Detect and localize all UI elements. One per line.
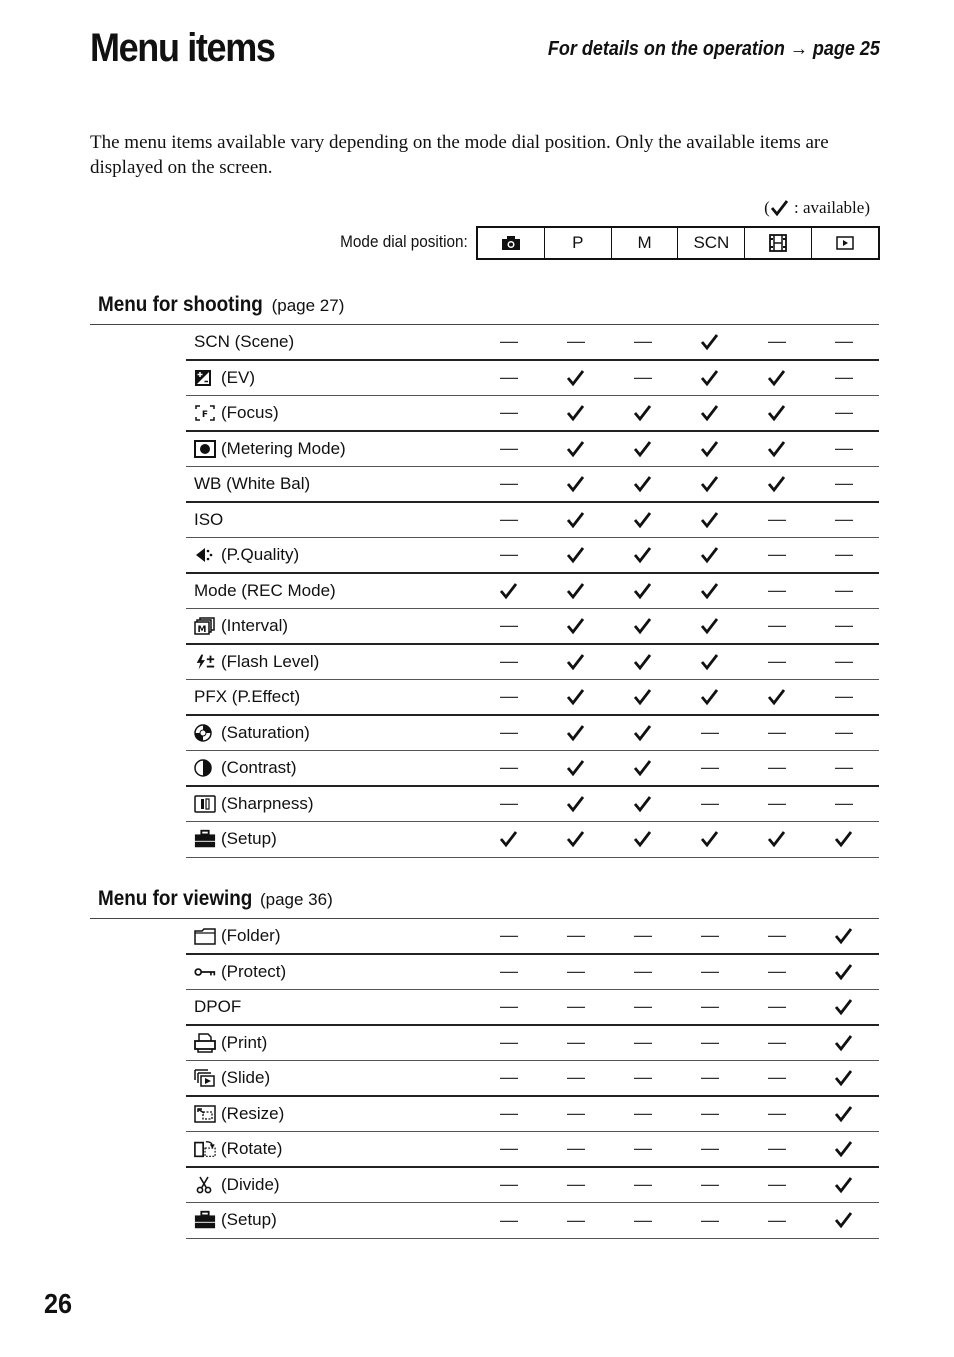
menu-row <box>186 1061 879 1097</box>
not-available-dash: — <box>701 1138 719 1159</box>
not-available-dash: — <box>634 1174 652 1195</box>
viewing-menu-heading <box>98 887 333 911</box>
not-available-dash: — <box>835 402 853 423</box>
not-available-dash: — <box>768 996 786 1017</box>
menu-row <box>186 645 879 681</box>
check-icon <box>623 609 663 643</box>
check-icon <box>556 396 596 430</box>
check-icon <box>556 503 596 538</box>
menu-item-text: ISO <box>194 509 224 529</box>
menu-row <box>186 432 879 468</box>
menu-item-label <box>194 396 279 430</box>
not-available-dash: — <box>701 925 719 946</box>
not-available-dash: — <box>500 793 518 814</box>
menu-item-label <box>194 787 314 822</box>
menu-item-label <box>194 751 297 785</box>
menu-item-text: (Interval) <box>221 615 289 635</box>
menu-item-text: (Setup) <box>221 829 277 849</box>
check-icon <box>623 716 663 751</box>
not-available-dash: — <box>835 757 853 778</box>
menu-item-text: WB (White Bal) <box>194 473 311 493</box>
not-available-dash: — <box>768 1103 786 1124</box>
menu-row <box>186 1026 879 1062</box>
check-icon <box>690 609 730 643</box>
menu-item-label <box>194 955 286 990</box>
not-available-dash: — <box>768 615 786 636</box>
not-available-dash: — <box>835 544 853 565</box>
check-icon <box>623 432 663 467</box>
menu-item-text: (Rotate) <box>221 1138 283 1158</box>
contrast-icon <box>194 758 216 778</box>
menu-item-label <box>194 645 319 680</box>
not-available-dash: — <box>768 331 786 352</box>
not-available-dash: — <box>768 961 786 982</box>
check-icon <box>757 432 797 467</box>
menu-item-label <box>194 680 300 714</box>
not-available-dash: — <box>768 544 786 565</box>
menu-item-text: (Resize) <box>221 1103 285 1123</box>
menu-item-text: (Metering Mode) <box>221 438 346 458</box>
not-available-dash: — <box>500 1067 518 1088</box>
menu-row <box>186 822 879 858</box>
not-available-dash: — <box>768 651 786 672</box>
check-icon <box>824 1061 864 1095</box>
not-available-dash: — <box>768 509 786 530</box>
menu-item-text: DPOF <box>194 996 242 1016</box>
not-available-dash: — <box>701 722 719 743</box>
protect-icon <box>194 962 216 982</box>
menu-row <box>186 1203 879 1239</box>
not-available-dash: — <box>701 1032 719 1053</box>
check-icon <box>556 680 596 714</box>
menu-item-text: (Saturation) <box>221 722 310 742</box>
not-available-dash: — <box>500 1103 518 1124</box>
mode-dial-label: Mode dial position: <box>340 232 468 251</box>
check-icon <box>757 680 797 714</box>
print-icon <box>194 1033 216 1053</box>
check-icon <box>757 396 797 430</box>
not-available-dash: — <box>567 1174 585 1195</box>
menu-row <box>186 1132 879 1168</box>
menu-row <box>186 751 879 787</box>
not-available-dash: — <box>500 1032 518 1053</box>
menu-item-text: (Focus) <box>221 402 279 422</box>
metering-icon <box>194 439 216 459</box>
page-number: 26 <box>44 1288 73 1319</box>
camera-icon <box>478 228 544 258</box>
check-icon <box>623 751 663 785</box>
not-available-dash: — <box>500 367 518 388</box>
resize-icon <box>194 1104 216 1124</box>
check-icon <box>556 822 596 857</box>
viewing-menu-table <box>186 919 879 1239</box>
mode-m: M <box>611 228 678 258</box>
check-icon <box>824 1132 864 1166</box>
not-available-dash: — <box>835 580 853 601</box>
not-available-dash: — <box>835 367 853 388</box>
not-available-dash: — <box>701 1209 719 1230</box>
menu-row <box>186 467 879 503</box>
check-icon <box>556 538 596 572</box>
menu-item-text: (P.Quality) <box>221 544 300 564</box>
check-icon <box>690 680 730 714</box>
menu-row <box>186 1097 879 1133</box>
not-available-dash: — <box>835 438 853 459</box>
check-icon <box>824 990 864 1024</box>
interval-icon <box>194 616 216 636</box>
not-available-dash: — <box>500 1209 518 1230</box>
not-available-dash: — <box>768 793 786 814</box>
not-available-dash: — <box>701 757 719 778</box>
menu-item-label <box>194 609 288 643</box>
check-icon <box>556 787 596 822</box>
check-icon <box>757 361 797 396</box>
not-available-dash: — <box>768 1174 786 1195</box>
menu-row <box>186 361 879 397</box>
check-icon <box>757 467 797 501</box>
not-available-dash: — <box>500 757 518 778</box>
check-icon <box>556 609 596 643</box>
check-icon <box>623 467 663 501</box>
menu-item-label <box>194 432 346 467</box>
check-icon <box>690 396 730 430</box>
menu-item-label <box>194 503 223 538</box>
shooting-menu-title: Menu for shooting <box>98 293 263 316</box>
not-available-dash: — <box>768 580 786 601</box>
not-available-dash: — <box>701 1103 719 1124</box>
not-available-dash: — <box>835 651 853 672</box>
legend-text: : available) <box>794 198 870 217</box>
not-available-dash: — <box>835 722 853 743</box>
legend: ( : available) <box>764 198 870 217</box>
check-icon <box>690 325 730 359</box>
not-available-dash: — <box>500 925 518 946</box>
rotate-icon <box>194 1139 216 1159</box>
flash-level-icon <box>194 652 216 672</box>
menu-item-text: (Print) <box>221 1032 268 1052</box>
not-available-dash: — <box>500 331 518 352</box>
not-available-dash: — <box>500 996 518 1017</box>
check-icon <box>556 645 596 680</box>
menu-item-label <box>194 325 294 359</box>
not-available-dash: — <box>567 925 585 946</box>
check-icon <box>824 1168 864 1203</box>
mode-scn: SCN <box>677 228 744 258</box>
menu-item-label <box>194 1168 280 1203</box>
check-icon <box>690 503 730 538</box>
menu-item-text: (Folder) <box>221 925 281 945</box>
not-available-dash: — <box>500 544 518 565</box>
mode-p: P <box>544 228 611 258</box>
not-available-dash: — <box>634 331 652 352</box>
not-available-dash: — <box>500 402 518 423</box>
not-available-dash: — <box>768 1067 786 1088</box>
menu-item-text: Mode (REC Mode) <box>194 580 336 600</box>
check-icon <box>623 787 663 822</box>
not-available-dash: — <box>500 686 518 707</box>
menu-item-text: SCN (Scene) <box>194 331 295 351</box>
not-available-dash: — <box>500 651 518 672</box>
playback-icon <box>811 228 878 258</box>
not-available-dash: — <box>634 925 652 946</box>
movie-icon <box>744 228 811 258</box>
not-available-dash: — <box>835 686 853 707</box>
check-icon <box>623 396 663 430</box>
menu-row <box>186 680 879 716</box>
folder-icon <box>194 926 216 946</box>
not-available-dash: — <box>634 367 652 388</box>
not-available-dash: — <box>567 1103 585 1124</box>
not-available-dash: — <box>567 1209 585 1230</box>
menu-item-text: (Protect) <box>221 961 287 981</box>
menu-row <box>186 574 879 610</box>
menu-item-text: (Contrast) <box>221 757 297 777</box>
not-available-dash: — <box>634 961 652 982</box>
check-icon <box>824 919 864 953</box>
not-available-dash: — <box>768 722 786 743</box>
menu-item-label <box>194 1026 267 1061</box>
setup-icon <box>194 829 216 849</box>
not-available-dash: — <box>567 1032 585 1053</box>
check-icon <box>690 645 730 680</box>
not-available-dash: — <box>500 1138 518 1159</box>
check-icon <box>690 361 730 396</box>
not-available-dash: — <box>634 1103 652 1124</box>
not-available-dash: — <box>768 1138 786 1159</box>
menu-row <box>186 787 879 823</box>
check-icon <box>556 432 596 467</box>
not-available-dash: — <box>634 1032 652 1053</box>
divide-icon <box>194 1175 216 1195</box>
check-icon <box>556 716 596 751</box>
saturation-icon <box>194 723 216 743</box>
shooting-menu-table <box>186 325 879 858</box>
check-icon <box>623 574 663 609</box>
menu-row <box>186 955 879 991</box>
check-icon <box>556 751 596 785</box>
check-icon <box>489 574 529 609</box>
menu-row <box>186 609 879 645</box>
check-icon <box>623 645 663 680</box>
not-available-dash: — <box>701 961 719 982</box>
menu-item-label <box>194 822 277 857</box>
slide-icon <box>194 1068 216 1088</box>
check-icon <box>690 538 730 572</box>
not-available-dash: — <box>500 473 518 494</box>
not-available-dash: — <box>634 1209 652 1230</box>
menu-item-text: (Divide) <box>221 1174 280 1194</box>
check-icon <box>770 199 790 217</box>
menu-row <box>186 396 879 432</box>
menu-row <box>186 503 879 539</box>
not-available-dash: — <box>567 1067 585 1088</box>
not-available-dash: — <box>835 793 853 814</box>
not-available-dash: — <box>634 1067 652 1088</box>
menu-item-label <box>194 1097 284 1132</box>
menu-item-label <box>194 574 336 609</box>
viewing-menu-title: Menu for viewing <box>98 887 253 910</box>
mode-dial-header <box>476 226 880 260</box>
not-available-dash: — <box>835 615 853 636</box>
check-icon <box>623 822 663 857</box>
menu-item-label <box>194 467 310 501</box>
check-icon <box>824 1203 864 1238</box>
ev-icon <box>194 368 216 388</box>
not-available-dash: — <box>634 996 652 1017</box>
check-icon <box>556 574 596 609</box>
not-available-dash: — <box>701 1174 719 1195</box>
not-available-dash: — <box>701 996 719 1017</box>
not-available-dash: — <box>768 925 786 946</box>
focus-icon <box>194 403 216 423</box>
check-icon <box>690 574 730 609</box>
not-available-dash: — <box>500 509 518 530</box>
not-available-dash: — <box>835 473 853 494</box>
menu-item-label <box>194 716 310 751</box>
check-icon <box>556 361 596 396</box>
menu-row <box>186 990 879 1026</box>
not-available-dash: — <box>500 961 518 982</box>
shooting-menu-page-ref: (page 27) <box>271 296 345 315</box>
check-icon <box>623 503 663 538</box>
menu-item-label <box>194 919 281 953</box>
menu-item-text: (EV) <box>221 367 255 387</box>
menu-item-text: PFX (P.Effect) <box>194 686 301 706</box>
menu-row <box>186 538 879 574</box>
check-icon <box>623 680 663 714</box>
check-icon <box>757 822 797 857</box>
menu-row <box>186 919 879 955</box>
not-available-dash: — <box>500 615 518 636</box>
not-available-dash: — <box>768 757 786 778</box>
menu-item-label <box>194 538 299 572</box>
menu-item-label <box>194 361 255 396</box>
not-available-dash: — <box>567 331 585 352</box>
not-available-dash: — <box>701 793 719 814</box>
menu-item-text: (Sharpness) <box>221 793 314 813</box>
not-available-dash: — <box>768 1032 786 1053</box>
not-available-dash: — <box>835 509 853 530</box>
check-icon <box>824 822 864 857</box>
check-icon <box>824 1097 864 1132</box>
intro-paragraph: The menu items available vary depending on the mode dial position. Only the available items are displayed on the screen. <box>90 132 829 178</box>
not-available-dash: — <box>567 1138 585 1159</box>
not-available-dash: — <box>835 331 853 352</box>
menu-item-label <box>194 1061 270 1095</box>
svg-text:M: M <box>197 624 207 635</box>
operation-reference: For details on the operation → page 25 <box>547 38 880 60</box>
not-available-dash: — <box>567 961 585 982</box>
check-icon <box>690 822 730 857</box>
not-available-dash: — <box>500 1174 518 1195</box>
page-title: Menu items <box>90 26 275 70</box>
shooting-menu-heading <box>98 293 344 317</box>
quality-icon <box>194 545 216 565</box>
menu-item-label <box>194 990 241 1024</box>
menu-row <box>186 716 879 752</box>
not-available-dash: — <box>701 1067 719 1088</box>
check-icon <box>824 1026 864 1061</box>
check-icon <box>623 538 663 572</box>
sharpness-icon <box>194 794 216 814</box>
menu-item-text: (Setup) <box>221 1210 277 1230</box>
menu-row <box>186 325 879 361</box>
setup-icon <box>194 1210 216 1230</box>
menu-item-label <box>194 1203 277 1238</box>
menu-row <box>186 1168 879 1204</box>
check-icon <box>690 467 730 501</box>
menu-item-text: (Slide) <box>221 1067 271 1087</box>
check-icon <box>690 432 730 467</box>
check-icon <box>556 467 596 501</box>
not-available-dash: — <box>634 1138 652 1159</box>
viewing-menu-page-ref: (page 36) <box>259 890 333 909</box>
not-available-dash: — <box>567 996 585 1017</box>
check-icon <box>489 822 529 857</box>
not-available-dash: — <box>500 722 518 743</box>
check-icon <box>824 955 864 990</box>
not-available-dash: — <box>768 1209 786 1230</box>
menu-item-label <box>194 1132 282 1166</box>
not-available-dash: — <box>500 438 518 459</box>
menu-item-text: (Flash Level) <box>221 651 320 671</box>
svg-text:F: F <box>201 409 209 420</box>
